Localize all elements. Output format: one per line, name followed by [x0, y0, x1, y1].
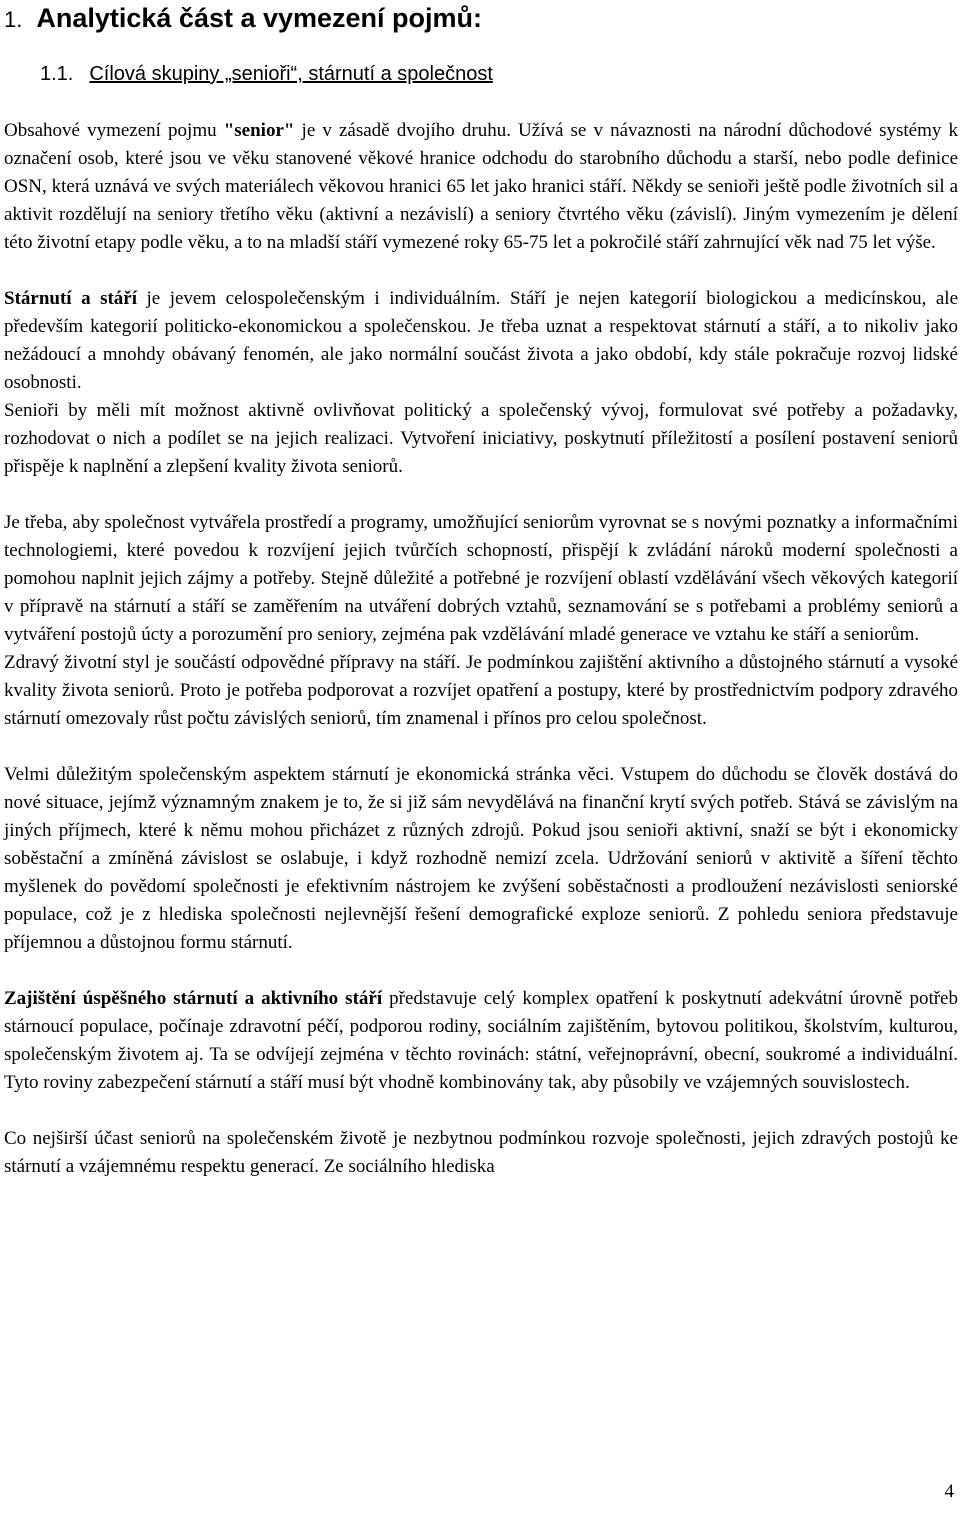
page-number: 4: [944, 1481, 954, 1502]
paragraph-seniors-influence: Senioři by měli mít možnost aktivně ovlivňovat politický a společenský vývoj, formulovat své potřeby a požadavky, rozhodovat o nich a podílet se na jejich realizaci. Vytvoření iniciativy, poskytnutí příležitostí a posílení postavení seniorů přispěje k naplnění a zlepšení kvality života seniorů.: [4, 400, 958, 477]
chapter-title: Analytická část a vymezení pojmů:: [36, 3, 483, 33]
section-heading: [40, 60, 493, 88]
paragraph-economic-aspect: Velmi důležitým společenským aspektem stárnutí je ekonomická stránka věci. Vstupem do důchodu se člověk dostává do nové situace, jejímž významným znakem je to, že si již sám nevydělává na finanční krytí svých potřeb. Stává se závislým na jiných příjmech, které k němu mohou přicházet z různých zdrojů. Pokud jsou senioři aktivní, snaží se být i ekonomicky soběstační a zmíněná závislost se oslabuje, i když rozhodně nemizí zcela. Udržování seniorů v aktivitě a šíření těchto myšlenek do povědomí společnosti je efektivním nástrojem ke zvýšení soběstačnosti a prodloužení nezávislosti seniorské populace, což je z hlediska společnosti nejlevnější řešení demografické exploze seniorů. Z pohledu seniora představuje příjemnou a důstojnou formu stárnutí.: [4, 764, 958, 953]
paragraph-successful-aging: Zajištění úspěšného stárnutí a aktivního stáří představuje celý komplex opatření k poskytnutí adekvátní úrovně potřeb stárnoucí populace, počínaje zdravotní péčí, podporou rodiny, sociálním zajištěním, bytovou politikou, školstvím, kulturou, společenským životem aj. Ta se odvíjejí zejména v těchto rovinách: státní, veřejnoprávní, obecní, soukromé a individuální. Tyto roviny zabezpečení stárnutí a stáří musí být vhodně kombinovány tak, aby působily ve vzájemných souvislostech.: [4, 988, 958, 1093]
paragraph-healthy-lifestyle: Zdravý životní styl je součástí odpovědné přípravy na stáří. Je podmínkou zajištění aktivního a důstojného stárnutí a vysoké kvality života seniorů. Proto je potřeba podporovat a rozvíjet opatření a postupy, které by prostřednictvím podpory zdravého stárnutí omezovaly růst počtu závislých seniorů, tím znamenal i přínos pro celou společnost.: [4, 652, 958, 729]
document-body: [4, 117, 958, 1181]
term-successful-aging: Zajištění úspěšného stárnutí a aktivního stáří: [4, 988, 383, 1009]
chapter-heading: [4, 0, 482, 38]
term-senior: "senior": [223, 120, 295, 141]
paragraph-aging: Stárnutí a stáří je jevem celospolečenským i individuálním. Stáří je nejen kategorií biologickou a medicínskou, ale především kategorií politicko-ekonomickou a společenskou. Je třeba uznat a respektovat stárnutí a stáří, a to nikoliv jako nežádoucí a mnohdy obávaný fenomén, ale jako normální součást života a jako období, kdy stále pokračuje rozvoj lidské osobnosti.: [4, 288, 958, 393]
paragraph-senior-definition: Obsahové vymezení pojmu "senior" je v zásadě dvojího druhu. Užívá se v návaznosti na národní důchodové systémy k označení osob, které jsou ve věku stanovené věkové hranice odchodu do starobního důchodu a starší, nebo podle definice OSN, která uznává ve svých materiálech věkovou hranici 65 let jako hranici stáří. Někdy se senioři ještě podle životních sil a aktivit rozdělují na seniory třetího věku (aktivní a nezávislí) a seniory čtvrtého věku (závislí). Jiným vymezením je dělení této životní etapy podle věku, a to na mladší stáří vymezené roky 65-75 let a pokročilé stáří zahrnující věk nad 75 let výše.: [4, 120, 958, 253]
paragraph-participation: Co nejširší účast seniorů na společenském životě je nezbytnou podmínkou rozvoje společnosti, jejich zdravých postojů ke stárnutí a vzájemnému respektu generací. Ze sociálního hlediska: [4, 1128, 958, 1177]
section-number: 1.1.: [40, 63, 74, 85]
term-aging: Stárnutí a stáří: [4, 288, 137, 309]
paragraph-society-programs: Je třeba, aby společnost vytvářela prostředí a programy, umožňující seniorům vyrovnat se s novými poznatky a informačními technologiemi, které povedou k rozvíjení jejich tvůrčích schopností, přispějí k zvládání nároků moderní společnosti a pomohou naplnit jejich zájmy a potřeby. Stejně důležité a potřebné je rozvíjení oblastí vzdělávání všech věkových kategorií v přípravě na stárnutí a stáří se zaměřením na utváření dobrých vztahů, seznamování se s potřebami a problémy seniorů a vytváření postojů úcty a porozumění pro seniory, zejména pak vzdělávání mladé generace ve vztahu ke stáří a seniorům.: [4, 512, 958, 645]
section-title: Cílová skupiny „senioři“, stárnutí a společnost: [89, 63, 493, 85]
chapter-number: 1.: [4, 7, 23, 32]
